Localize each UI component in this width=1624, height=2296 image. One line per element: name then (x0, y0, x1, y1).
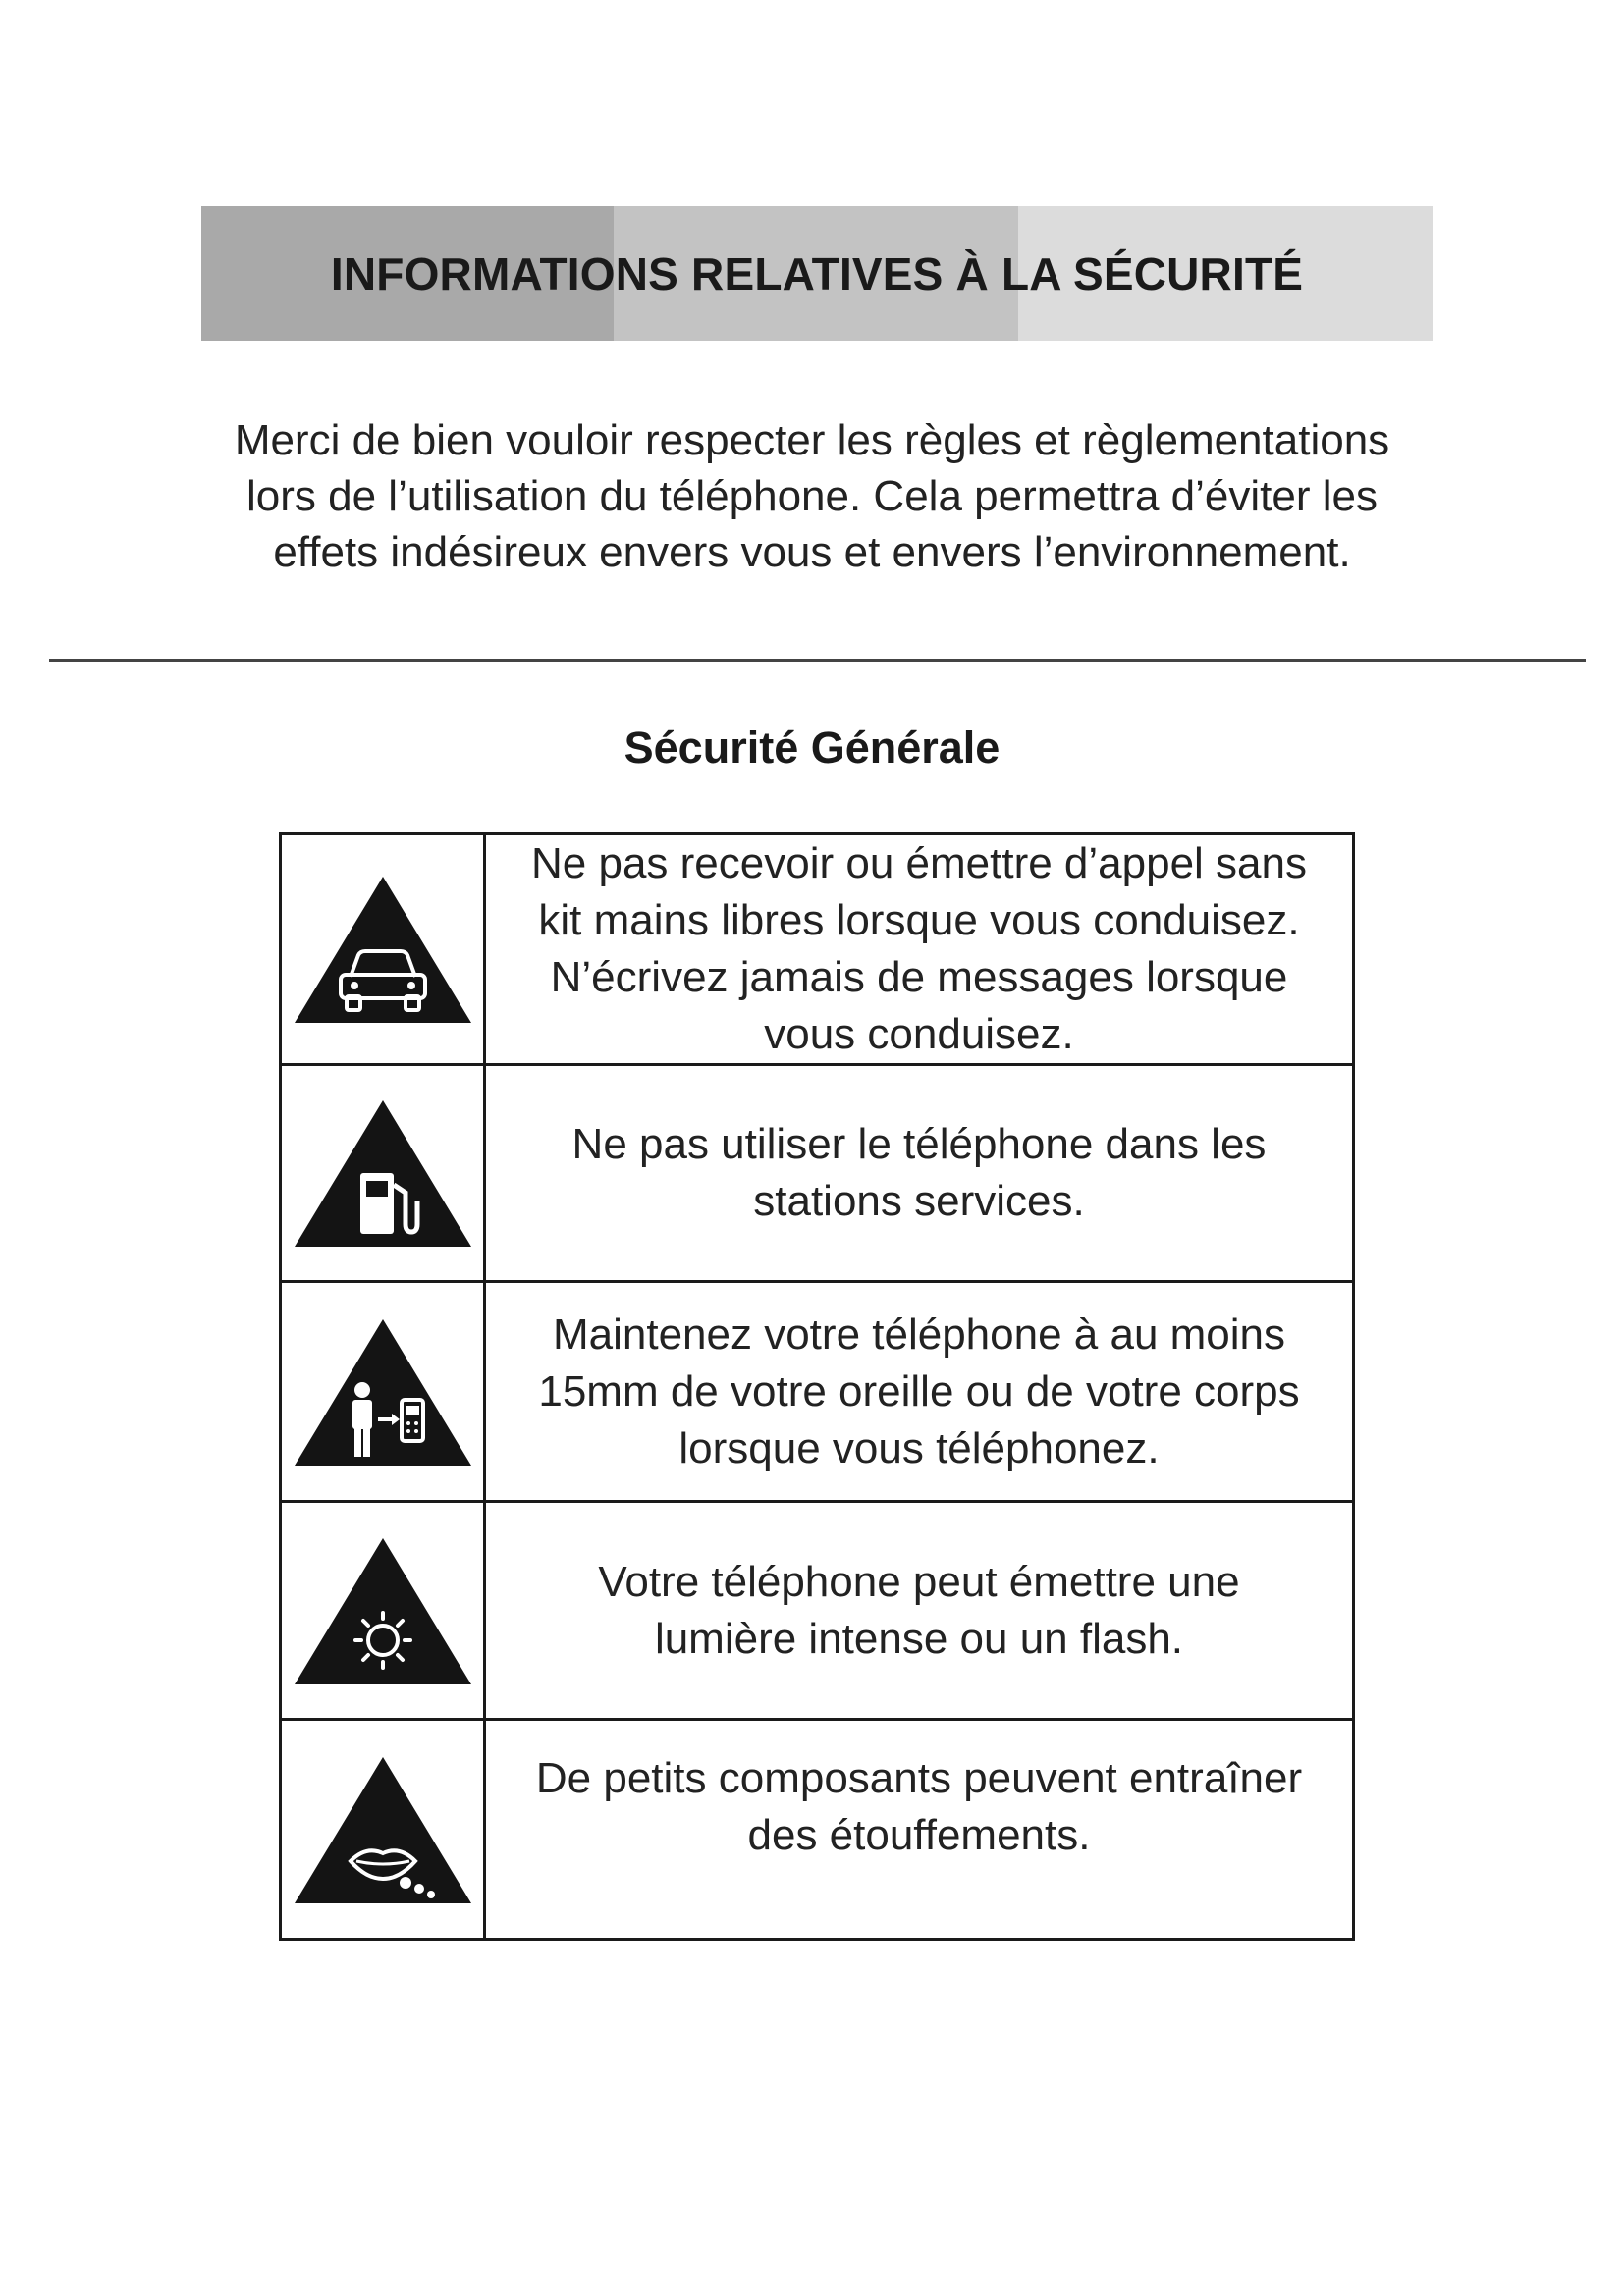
fuel-pump-warning-icon (290, 1095, 476, 1252)
text-cell (485, 1065, 1354, 1282)
table-row (281, 834, 1354, 1065)
row-text-line: lorsque vous téléphonez. (678, 1423, 1160, 1472)
row-text-line: N’écrivez jamais de messages lorsque (550, 953, 1288, 1001)
text-cell (485, 834, 1354, 1065)
intro-line: Merci de bien vouloir respecter les règles et règlementations (234, 416, 1390, 464)
table-row (281, 1065, 1354, 1282)
row-text-line: De petits composants peuvent entraîner (535, 1754, 1303, 1802)
choking-hazard-warning-icon (290, 1751, 476, 1908)
row-text-line: des étouffements. (747, 1811, 1091, 1859)
section-title: Sécurité Générale (623, 722, 1001, 773)
text-cell (485, 1502, 1354, 1720)
text-cell (485, 1282, 1354, 1502)
table-row (281, 1720, 1354, 1940)
row-text-line: stations services. (753, 1177, 1085, 1225)
icon-cell (281, 834, 485, 1065)
text-cell (485, 1720, 1354, 1940)
bright-light-warning-icon (290, 1532, 476, 1689)
icon-cell (281, 1065, 485, 1282)
horizontal-divider (49, 659, 1586, 662)
intro-line: lors de l’utilisation du téléphone. Cela permettra d’éviter les (246, 472, 1378, 520)
intro-paragraph (128, 412, 1496, 580)
icon-cell (281, 1720, 485, 1940)
table-row (281, 1282, 1354, 1502)
row-text-line: Ne pas recevoir ou émettre d’appel sans (531, 839, 1307, 887)
icon-cell (281, 1282, 485, 1502)
table-row (281, 1502, 1354, 1720)
row-text-line: lumière intense ou un flash. (654, 1614, 1184, 1663)
icon-cell (281, 1502, 485, 1720)
row-text-line: kit mains libres lorsque vous conduisez. (538, 896, 1300, 944)
row-text-line: Votre téléphone peut émettre une (598, 1557, 1240, 1606)
car-warning-icon (290, 871, 476, 1028)
row-text-line: vous conduisez. (764, 1010, 1074, 1058)
row-text-line: Ne pas utiliser le téléphone dans les (571, 1120, 1267, 1168)
page-title: INFORMATIONS RELATIVES À LA SÉCURITÉ (330, 247, 1304, 299)
header-banner (201, 206, 1433, 341)
row-text-line: Maintenez votre téléphone à au moins (552, 1309, 1286, 1359)
intro-line: effets indésireux envers vous et envers l’environnement. (273, 528, 1351, 576)
safety-table (279, 832, 1355, 1941)
body-distance-warning-icon (290, 1313, 476, 1470)
row-text-line: 15mm de votre oreille ou de votre corps (538, 1366, 1300, 1415)
